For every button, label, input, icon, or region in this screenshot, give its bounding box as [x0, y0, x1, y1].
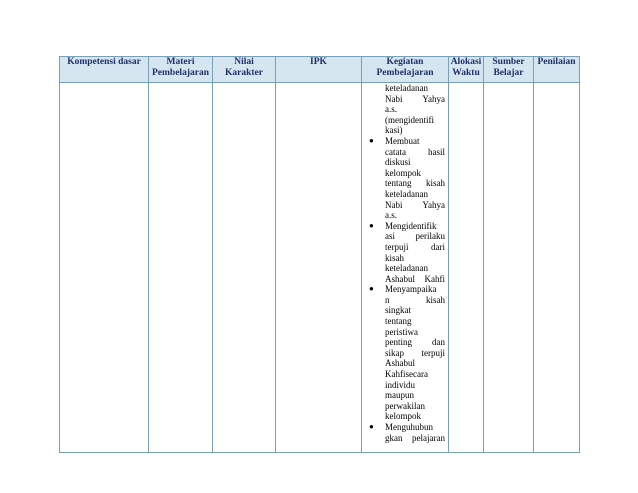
header-materi: Materi Pembelajaran [149, 57, 213, 83]
cell-penilaian [534, 83, 580, 453]
cell-kompetensi [60, 83, 149, 453]
header-kegiatan: Kegiatan Pembelajaran [362, 57, 449, 83]
list-item-line: tentang [385, 316, 412, 327]
bullet-icon: ● [369, 284, 374, 294]
list-item-line: sikap terpuji [385, 347, 445, 358]
list-item-line: terpuji dari [385, 241, 445, 252]
bullet-icon: ● [369, 220, 374, 230]
list-item-line: n kisah [385, 294, 445, 305]
header-row [60, 57, 580, 83]
list-item-line: Nabi Yahya [385, 93, 445, 104]
list-item-line: maupun [385, 390, 414, 401]
list-item-line: kelompok [385, 411, 421, 422]
header-alokasi: Alokasi Waktu [449, 57, 484, 83]
list-item-line: keteladanan [385, 83, 428, 93]
header-nilai: Nilai Karakter [213, 57, 276, 83]
list-item-line: perwakilan [385, 400, 425, 411]
list-item-line: Membuat [385, 135, 420, 146]
list-item-line: (mengidentifi [385, 114, 434, 125]
list-item-line: Menguhubun [385, 422, 433, 432]
list-item-line: Mengidentifik [385, 220, 437, 231]
list-item-line: gkan pelajaran [385, 432, 445, 443]
list-item-line: kelompok [385, 167, 421, 178]
header-kompetensi: Kompetensi dasar [60, 57, 149, 83]
kegiatan-list [362, 83, 448, 443]
list-item-line: a.s. [385, 210, 397, 221]
list-item-line: Kahfisecara [385, 369, 428, 380]
cell-kegiatan [362, 83, 449, 453]
list-item-line: Menyampaika [385, 284, 437, 295]
list-item-line: singkat [385, 305, 411, 316]
list-item-line: kisah [385, 252, 404, 263]
list-item-line: individu [385, 379, 416, 390]
list-item-line: kasi) [385, 125, 403, 136]
cell-materi [149, 83, 213, 453]
cell-alokasi [449, 83, 484, 453]
list-item-line: a.s. [385, 104, 397, 115]
list-item [362, 83, 448, 136]
list-item-line: keteladanan [385, 188, 428, 199]
bullet-icon: ● [369, 422, 374, 431]
list-item [362, 422, 448, 443]
header-penilaian: Penilaian [534, 57, 580, 83]
bullet-icon: ● [369, 135, 374, 145]
header-ipk: IPK [276, 57, 362, 83]
list-item-line: catata hasil [385, 146, 445, 157]
list-item-line: Nabi Yahya [385, 199, 445, 210]
table-row [60, 83, 580, 453]
header-sumber: Sumber Belajar [484, 57, 534, 83]
list-item [362, 284, 448, 422]
cell-sumber [484, 83, 534, 453]
cell-nilai [213, 83, 276, 453]
list-item-line: Ashabul [385, 358, 415, 369]
list-item-line: asi perilaku [385, 231, 445, 242]
cell-ipk [276, 83, 362, 453]
list-item-line: tentang kisah [385, 178, 445, 189]
list-item-line: penting dan [385, 337, 445, 348]
lesson-plan-table [59, 56, 580, 453]
list-item-line: peristiwa [385, 326, 418, 337]
list-item-line: keteladanan [385, 263, 428, 274]
list-item [362, 136, 448, 221]
list-item-line: diskusi [385, 157, 411, 168]
list-item-line: Ashabul Kahfi [385, 273, 445, 284]
list-item [362, 221, 448, 285]
